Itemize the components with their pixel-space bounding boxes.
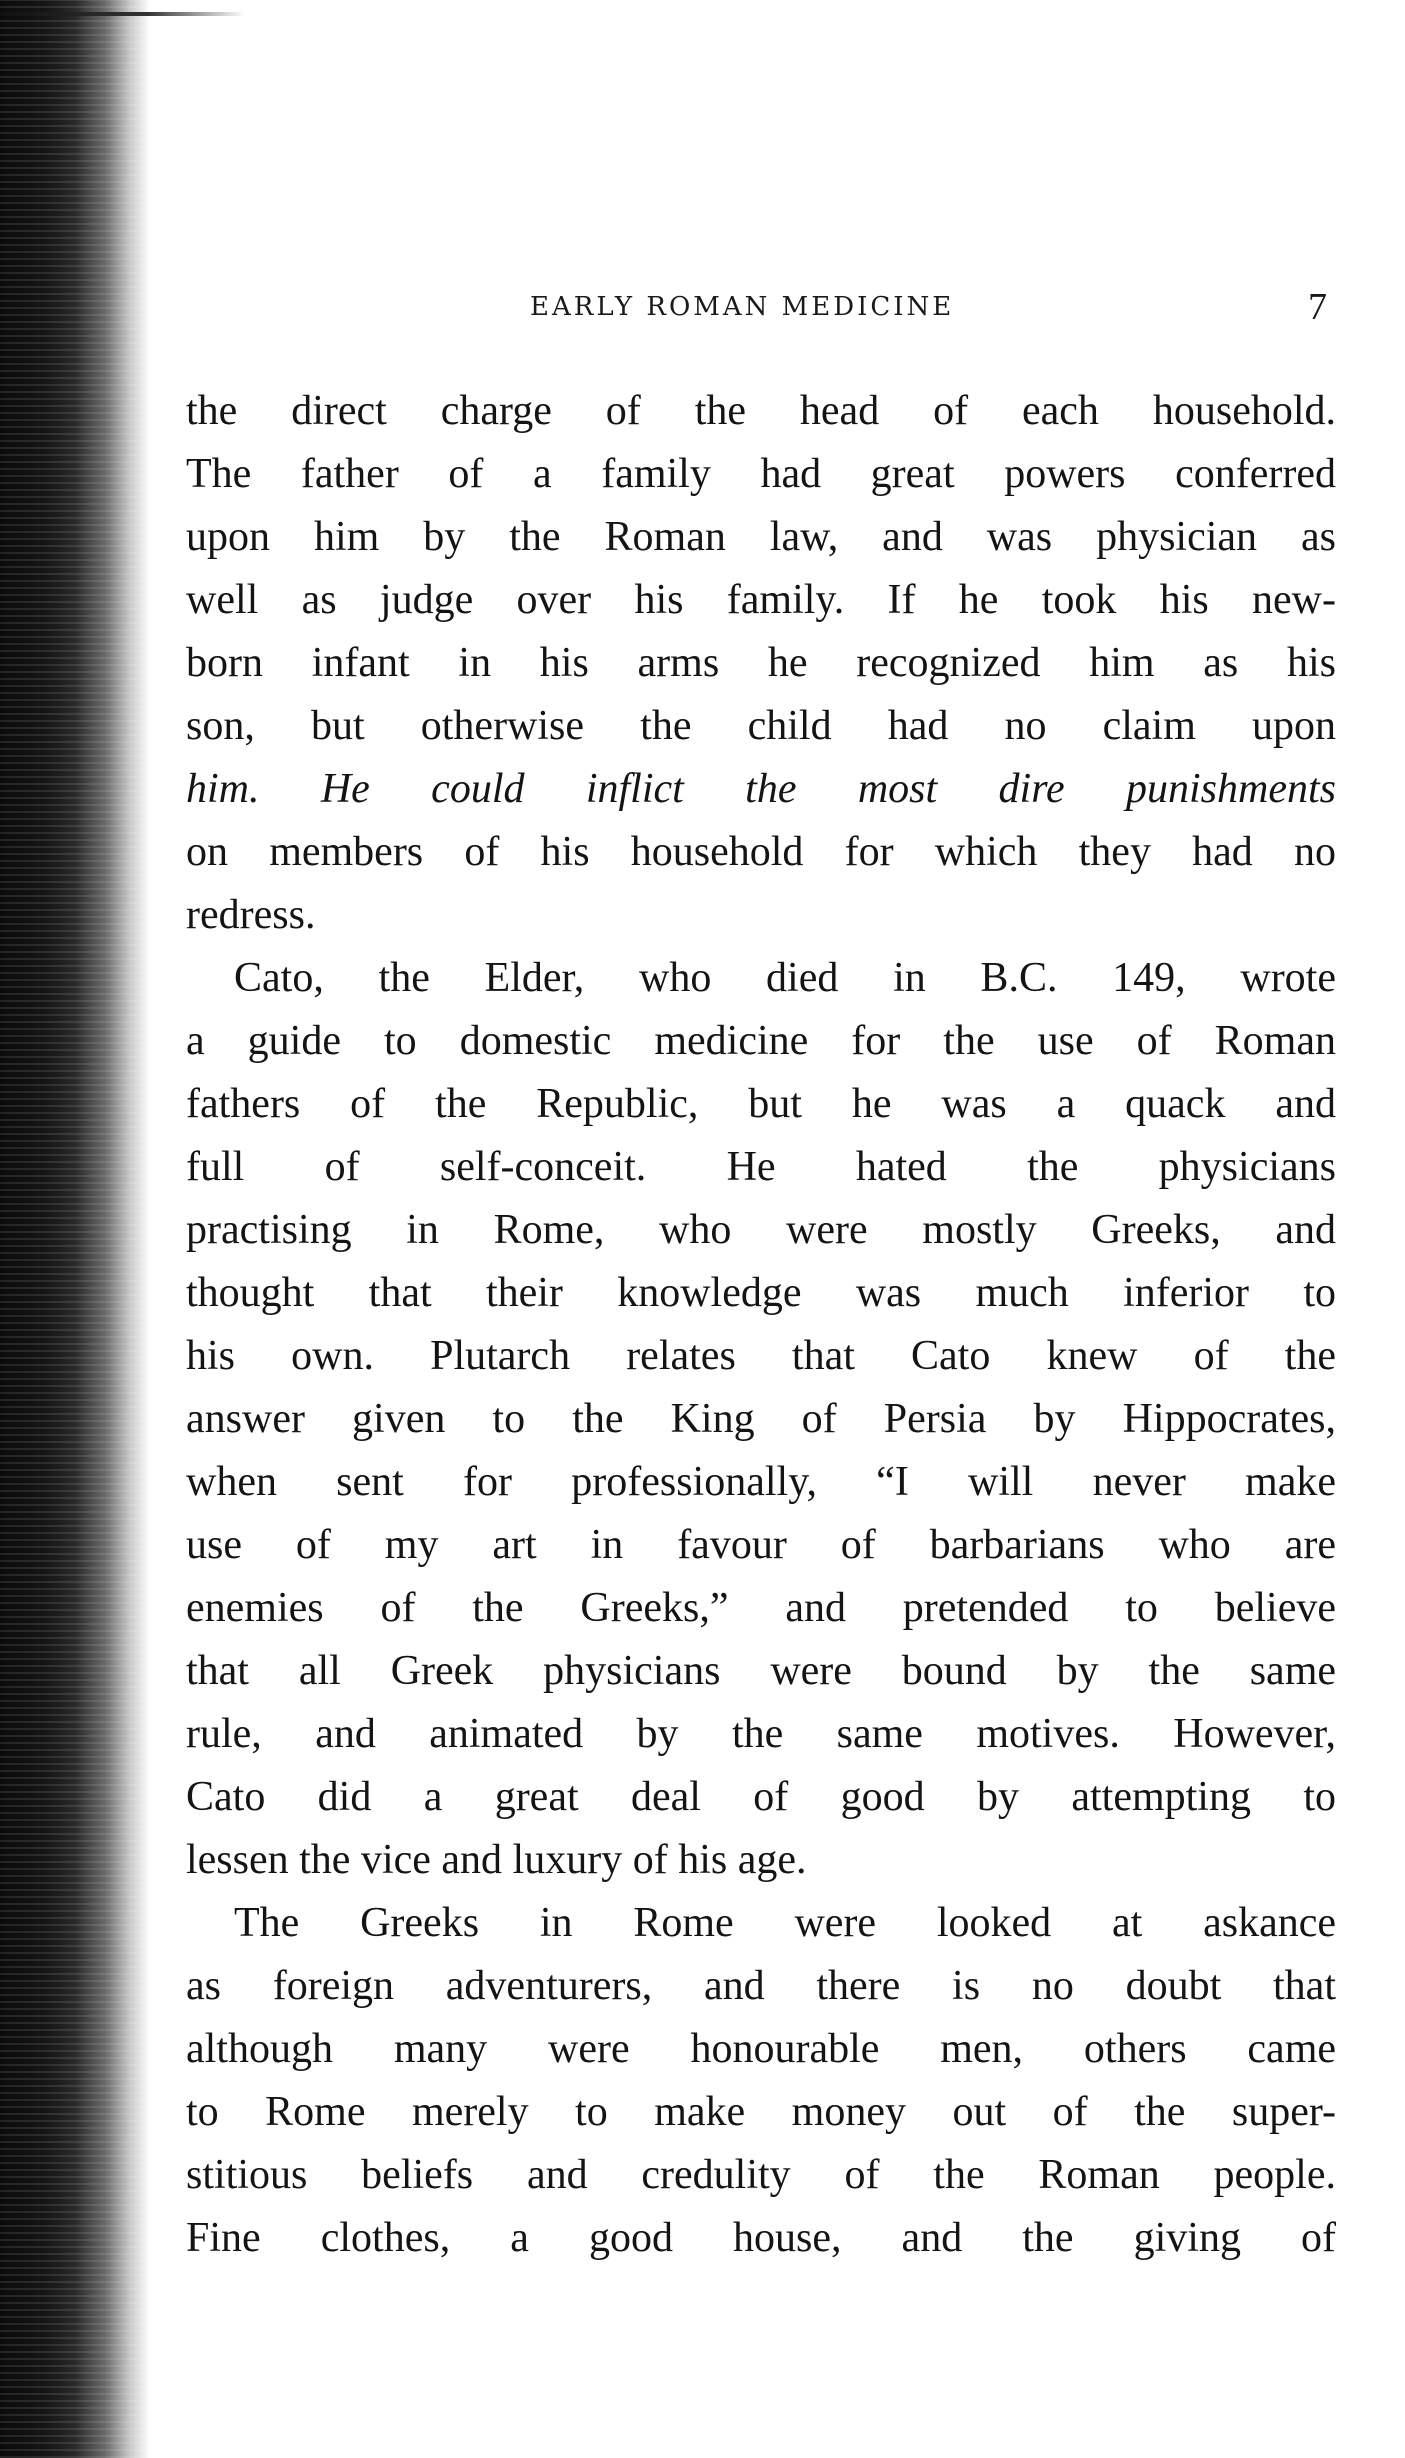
- text-line: well as judge over his family. If he took his new-: [186, 577, 1336, 623]
- text-line: answer given to the King of Persia by Hippocrates,: [186, 1396, 1336, 1442]
- text-line: practising in Rome, who were mostly Greeks, and: [186, 1207, 1336, 1253]
- text-line: fathers of the Republic, but he was a quack and: [186, 1081, 1336, 1127]
- gutter-edge-line: [0, 12, 245, 16]
- text-line: his own. Plutarch relates that Cato knew of the: [186, 1333, 1336, 1379]
- text-line: although many were honourable men, others came: [186, 2026, 1336, 2072]
- text-line: born infant in his arms he recognized him as his: [186, 640, 1336, 686]
- text-line: as foreign adventurers, and there is no doubt that: [186, 1963, 1336, 2009]
- text-line: rule, and animated by the same motives. However,: [186, 1711, 1336, 1757]
- text-line: use of my art in favour of barbarians who are: [186, 1522, 1336, 1568]
- text-line: Cato, the Elder, who died in B.C. 149, wrote: [234, 955, 1336, 1001]
- text-line: redress.: [186, 892, 316, 938]
- text-line: The Greeks in Rome were looked at askance: [234, 1900, 1336, 1946]
- text-line: to Rome merely to make money out of the super-: [186, 2089, 1336, 2135]
- text-line: son, but otherwise the child had no claim upon: [186, 703, 1336, 749]
- paragraph-1: [186, 380, 1336, 947]
- paragraph-3: [186, 1892, 1336, 2270]
- text-line: when sent for professionally, “I will never make: [186, 1459, 1336, 1505]
- text-line: that all Greek physicians were bound by the same: [186, 1648, 1336, 1694]
- text-line: lessen the vice and luxury of his age.: [186, 1837, 807, 1883]
- binding-gutter: [0, 0, 150, 2458]
- text-line: thought that their knowledge was much inferior to: [186, 1270, 1336, 1316]
- text-line: enemies of the Greeks,” and pretended to believe: [186, 1585, 1336, 1631]
- text-line: a guide to domestic medicine for the use of Roman: [186, 1018, 1336, 1064]
- text-line: the direct charge of the head of each household.: [186, 388, 1336, 434]
- text-line: stitious beliefs and credulity of the Roman people.: [186, 2152, 1336, 2198]
- running-head: EARLY ROMAN MEDICINE: [530, 292, 955, 322]
- text-line: Fine clothes, a good house, and the giving of: [186, 2215, 1336, 2261]
- body-text: [186, 380, 1336, 2270]
- text-line: him. He could inflict the most dire punishments: [186, 766, 1336, 812]
- text-line: on members of his household for which they had no: [186, 829, 1336, 875]
- text-line: The father of a family had great powers conferred: [186, 451, 1336, 497]
- text-line: Cato did a great deal of good by attempting to: [186, 1774, 1336, 1820]
- text-line: upon him by the Roman law, and was physician as: [186, 514, 1336, 560]
- paragraph-2: [186, 947, 1336, 1892]
- page-number: 7: [1308, 286, 1327, 328]
- text-line: full of self-conceit. He hated the physicians: [186, 1144, 1336, 1190]
